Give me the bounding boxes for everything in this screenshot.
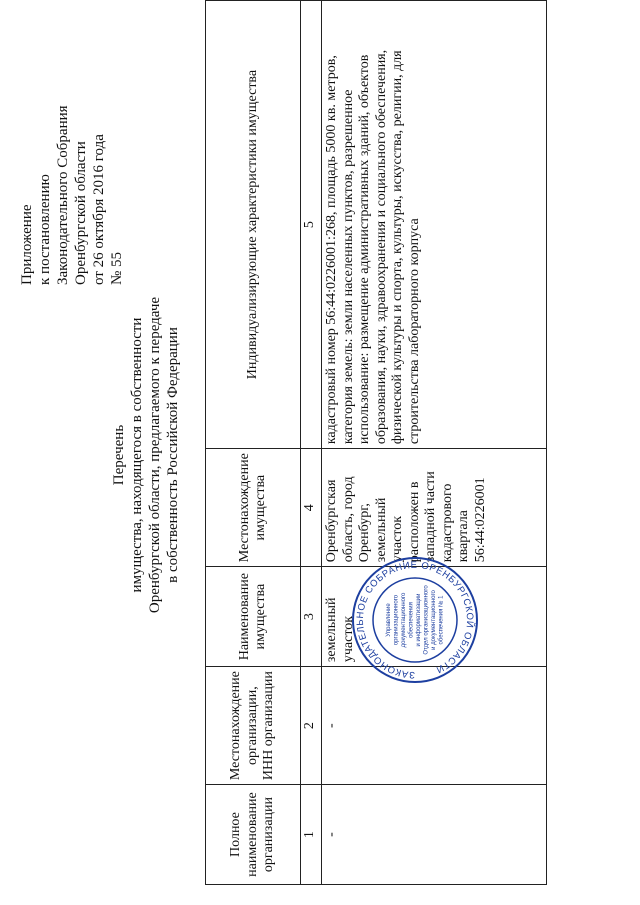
heading-line: Оренбургской области, предлагаемого к передаче [147,296,163,614]
heading-line: в собственность Российской Федерации [165,327,181,583]
appendix-line: от 26 октября 2016 года [91,134,107,285]
cell-property-characteristics: кадастровый номер 56:44:0226001:268, площадь 5000 кв. метров, категория земель: земли населенных пунктов, разрешенное использование: размещение административных зданий, объектов образования, науки, здравоохранения и социального обеспечения, физической культуры и спорта, культуры, искусства, религии, для строительства лабораторного корпуса [322,1,547,449]
stamp-inner-line: обеспечения № 1 [438,595,445,645]
stamp-inner-line: Отдел организационного [423,585,430,655]
header-property-location: Местонахождение имущества [206,449,301,567]
header-property-name: Наименование имущества [206,567,301,667]
appendix-line: № 55 [109,251,125,285]
column-number: 2 [301,667,322,785]
stamp-seal-icon [350,555,480,685]
stamp-inner-line: обеспечения [408,602,415,638]
appendix-line: Приложение [19,204,35,285]
header-property-characteristics: Индивидуализирующие характеристики имущества [206,1,301,449]
stamp-inner-line: и документационного [431,590,437,650]
stamp-inner-line: организационного [393,594,400,646]
column-number: 3 [301,567,322,667]
stamp-inner-line: и информатизации [416,593,422,647]
stamp-inner-line: документационного [401,592,407,648]
header-org-name: Полное наименование организации [206,785,301,885]
cell-property-location: Оренбургская область, город Оренбург, земельный участок расположен в западной части кадастрового квартала 56:44:0226001 [322,449,547,567]
property-table [205,0,547,885]
cell-property-name: земельный участок [322,567,547,667]
header-org-location: Местонахождение организации, ИНН организации [206,667,301,785]
official-stamp [350,555,480,685]
cell-org-name: - [322,785,547,885]
appendix-line: Законодательного Собрания [55,105,71,285]
stamp-inner-line: Управление [386,603,392,637]
appendix-line: к постановлению [37,174,53,285]
column-number: 4 [301,449,322,567]
heading-line: имущества, находящегося в собственности [129,317,145,593]
svg-text:ЗАКОНОДАТЕЛЬНОЕ СОБРАНИЕ ОРЕНБ: ЗАКОНОДАТЕЛЬНОЕ СОБРАНИЕ ОРЕНБУРГСКОЙ ОБЛАСТИ [354,559,476,681]
cell-org-location: - [322,667,547,785]
column-number: 1 [301,785,322,885]
heading-title: Перечень [111,424,127,486]
document-heading [110,155,182,755]
appendix-line: Оренбургской области [73,141,89,285]
column-number: 5 [301,1,322,449]
